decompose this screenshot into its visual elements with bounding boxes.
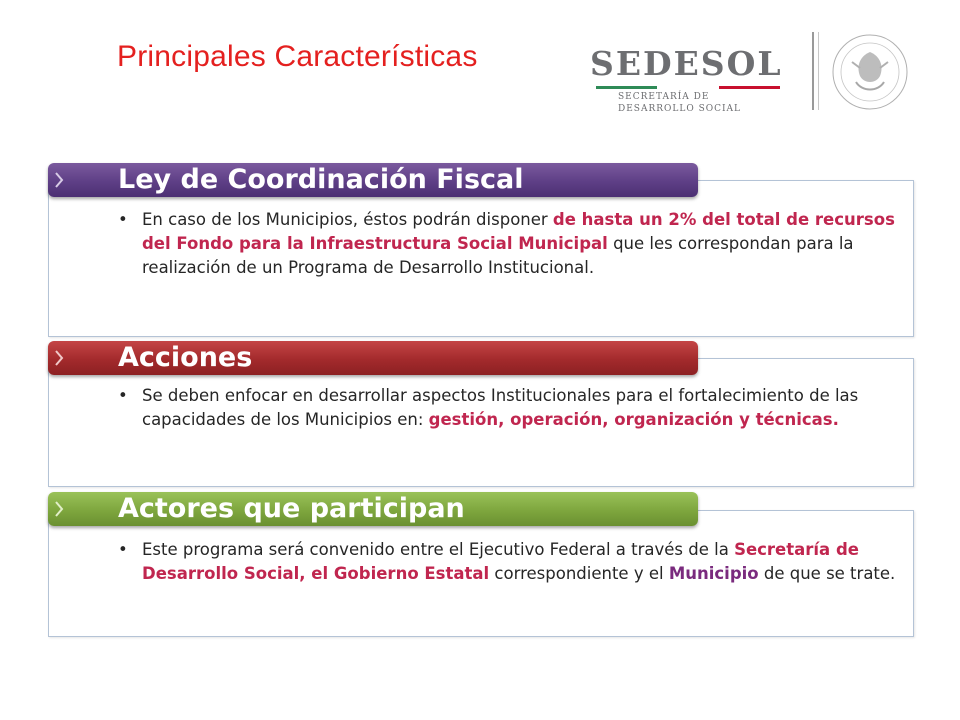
section-3-title: Actores que participan (118, 493, 465, 524)
logo-divider-thin (818, 32, 819, 110)
logo-divider (812, 32, 814, 110)
logo-wordmark: SEDESOL (590, 44, 783, 83)
section-3-header (48, 492, 698, 526)
logo-subtitle-1: SECRETARÍA DE (618, 92, 710, 102)
section-2-bullet: • Se deben enfocar en desarrollar aspectos Institucionales para el fortalecimiento de las capacidades de los Municipios en: gestión, operación, organización y técnicas. (118, 386, 859, 429)
bullet-dot: • (118, 540, 128, 559)
section-1-header (48, 163, 698, 197)
slide-title: Principales Características (117, 40, 478, 73)
national-seal-icon (830, 32, 910, 112)
section-1-title: Ley de Coordinación Fiscal (118, 164, 524, 195)
logo-subtitle-2: DESARROLLO SOCIAL (618, 104, 742, 114)
chevron-right-icon (54, 171, 64, 189)
section-2-header (48, 341, 698, 375)
bullet-dot: • (118, 386, 128, 405)
logo-tricolor-bar (596, 86, 780, 89)
chevron-right-icon (54, 500, 64, 518)
sedesol-logo (590, 30, 940, 114)
section-3-bullet: • Este programa será convenido entre el Ejecutivo Federal a través de la Secretaría de Desarrollo Social, el Gobierno Estatal correspondiente y el Municipio de que se trate. (118, 540, 896, 583)
section-2-title: Acciones (118, 342, 253, 373)
bullet-dot: • (118, 210, 128, 229)
section-1-bullet: • En caso de los Municipios, éstos podrán disponer de hasta un 2% del total de recursos del Fondo para la Infraestructura Social Municipal que les correspondan para la realización de un Programa de Desarrollo Institucional. (118, 210, 895, 277)
chevron-right-icon (54, 349, 64, 367)
